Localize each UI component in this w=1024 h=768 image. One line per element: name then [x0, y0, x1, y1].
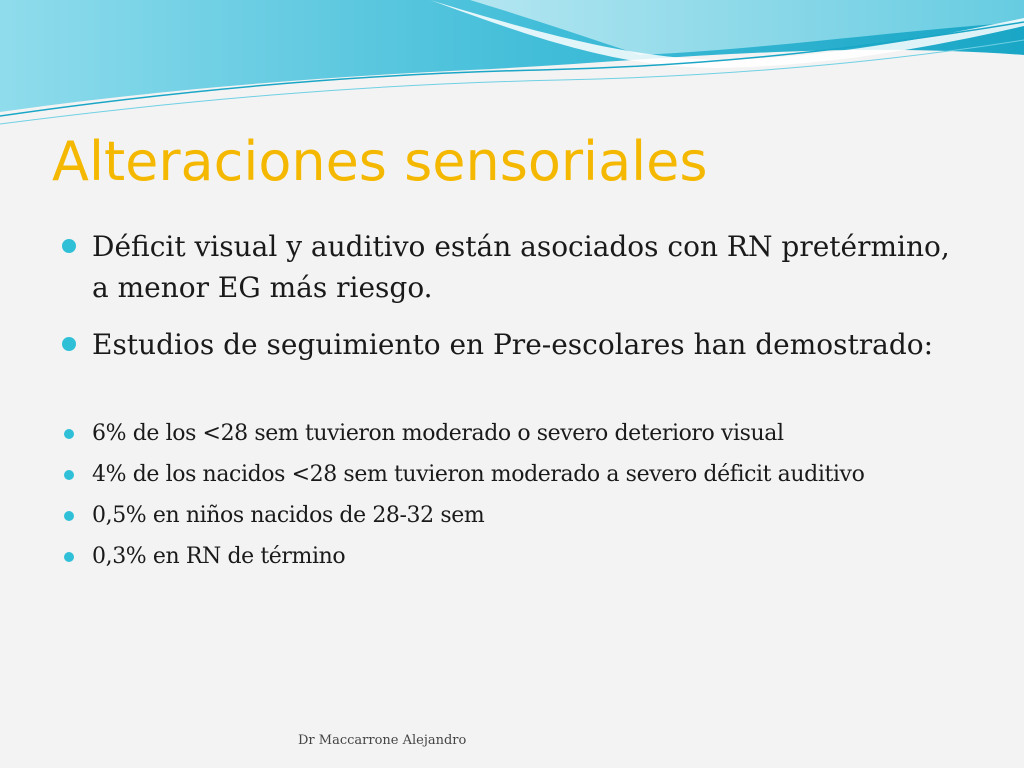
bullet-text: Déficit visual y auditivo están asociados con RN pretérmino, a menor EG más riesgo. — [92, 230, 950, 304]
bullet-dot-icon — [64, 470, 74, 480]
bullet-dot-icon — [64, 511, 74, 521]
bullet-text: 0,5% en niños nacidos de 28-32 sem — [92, 503, 485, 528]
bullet-dot-icon — [64, 552, 74, 562]
bullet-text: Estudios de seguimiento en Pre-escolares han demostrado: — [92, 328, 934, 361]
list-item — [62, 324, 962, 365]
bullet-dot-icon — [62, 337, 76, 351]
footer-author: Dr Maccarrone Alejandro — [298, 733, 467, 748]
bullet-dot-icon — [62, 239, 76, 253]
list-item — [62, 501, 1002, 531]
bullet-text: 6% de los <28 sem tuvieron moderado o severo deterioro visual — [92, 421, 784, 446]
slide-title: Alteraciones sensoriales — [52, 130, 708, 193]
list-item — [62, 419, 1002, 449]
list-item — [62, 460, 1002, 490]
list-item — [62, 226, 962, 308]
list-item — [62, 542, 1002, 572]
bullet-text: 4% de los nacidos <28 sem tuvieron moderado a severo déficit auditivo — [92, 462, 865, 487]
bullet-dot-icon — [64, 429, 74, 439]
bullet-text: 0,3% en RN de término — [92, 544, 346, 569]
